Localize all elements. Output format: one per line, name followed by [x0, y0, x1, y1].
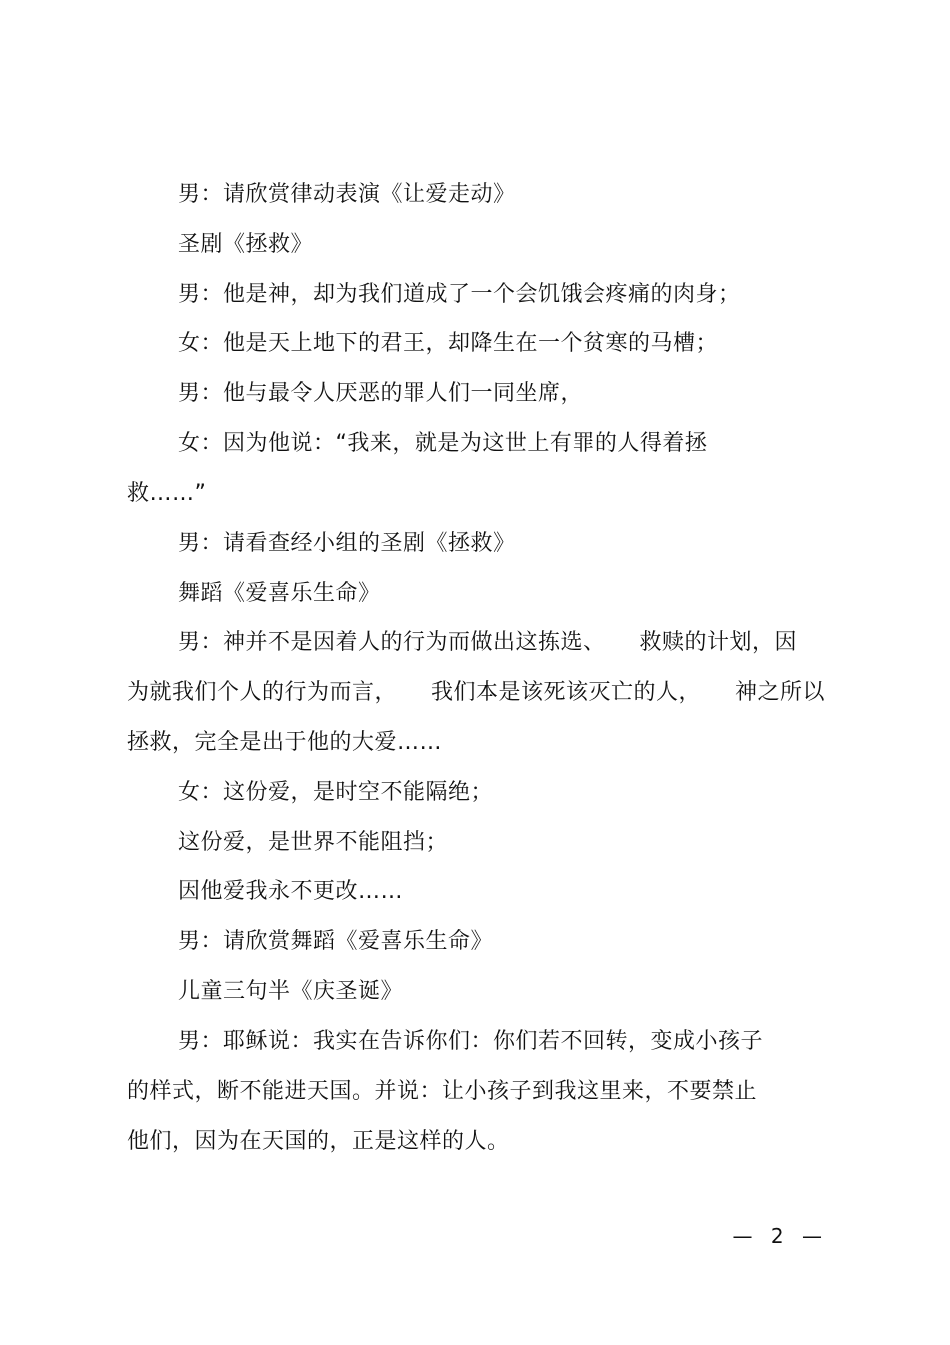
text-line: 因他爱我永不更改…… — [178, 879, 404, 904]
text-line: 舞蹈《爱喜乐生命》 — [178, 581, 381, 606]
text-line: 男：请欣赏舞蹈《爱喜乐生命》 — [178, 929, 494, 954]
text-line: 为就我们个人的行为而言， 我们本是该死该灭亡的人， 神之所以 — [127, 680, 826, 705]
text-line: 儿童三句半《庆圣诞》 — [178, 979, 404, 1004]
text-line: 男：请欣赏律动表演《让爱走动》 — [178, 182, 516, 207]
text-line: 他们，因为在天国的，正是这样的人。 — [127, 1129, 510, 1154]
text-line: 男：神并不是因着人的行为而做出这拣选、 救赎的计划，因 — [178, 630, 798, 655]
text-line: 男：耶稣说：我实在告诉你们：你们若不回转，变成小孩子 — [178, 1029, 764, 1054]
text-line: 男：他是神，却为我们道成了一个会饥饿会疼痛的肉身； — [178, 282, 741, 307]
text-line: 拯救，完全是出于他的大爱…… — [127, 730, 443, 755]
text-line: 女：这份爱，是时空不能隔绝； — [178, 780, 494, 805]
page-number: — 2 — — [732, 1224, 828, 1248]
text-line: 圣剧《拯救》 — [178, 232, 314, 257]
text-line: 女：因为他说：“我来，就是为这世上有罪的人得着拯 — [178, 431, 708, 456]
text-line: 救……” — [127, 481, 207, 506]
text-line: 男：请看查经小组的圣剧《拯救》 — [178, 531, 516, 556]
text-line: 女：他是天上地下的君王，却降生在一个贫寒的马槽； — [178, 331, 719, 356]
text-line: 这份爱，是世界不能阻挡； — [178, 830, 449, 855]
text-line: 的样式，断不能进天国。并说：让小孩子到我这里来，不要禁止 — [127, 1079, 758, 1104]
text-line: 男：他与最令人厌恶的罪人们一同坐席， — [178, 381, 584, 406]
